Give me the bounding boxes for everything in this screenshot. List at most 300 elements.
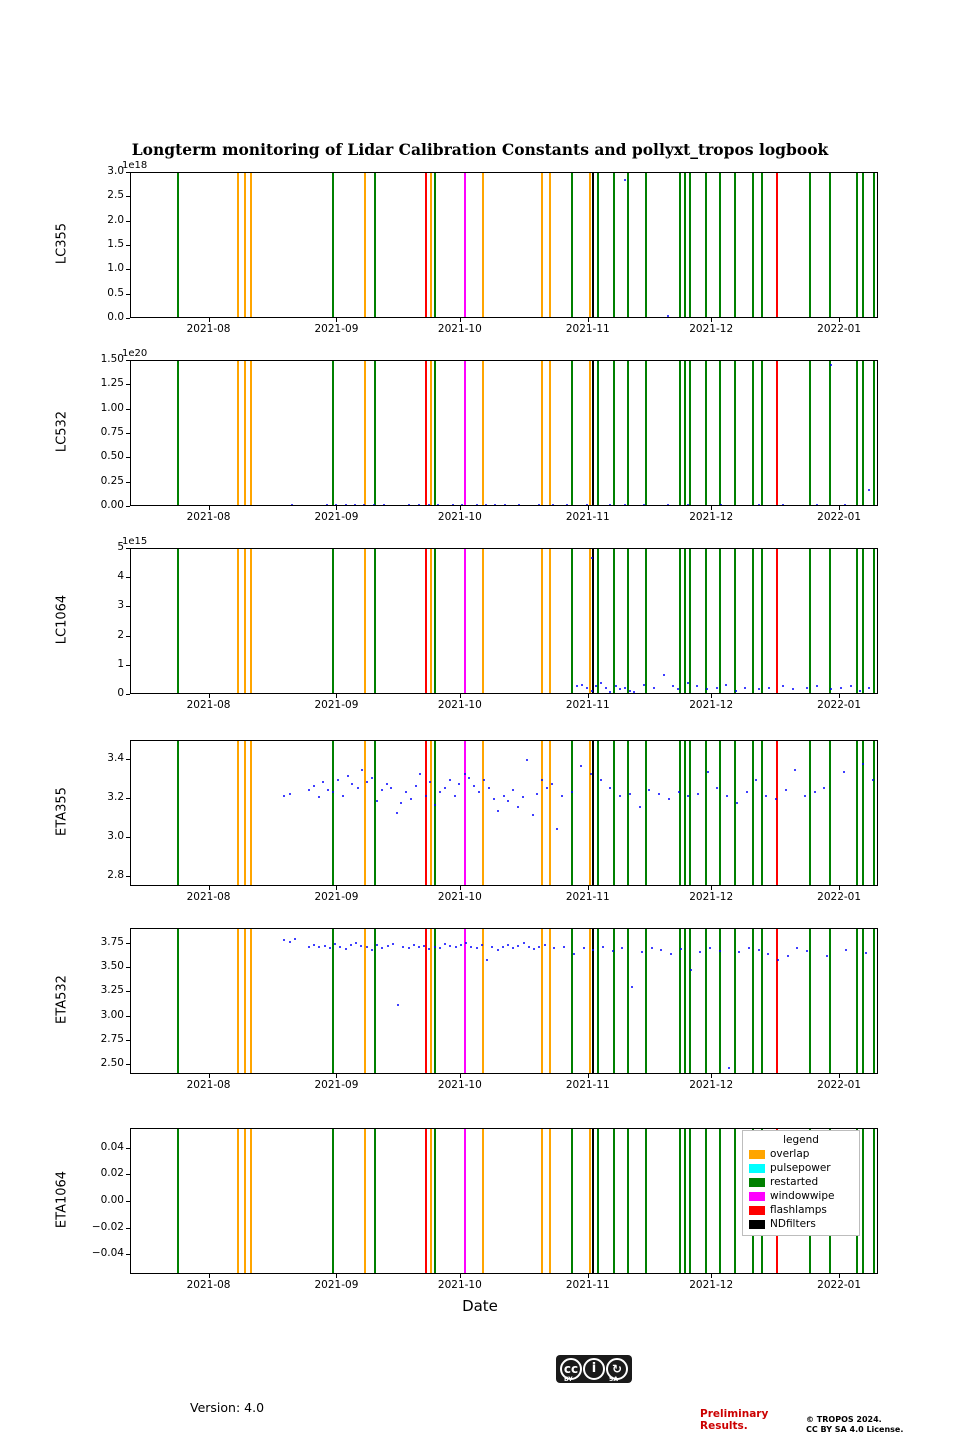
y-tick-label: 3: [117, 599, 124, 612]
data-point: [615, 685, 617, 687]
x-tick-label: 2021-09: [314, 1279, 359, 1291]
legend-item-pulsepower: [749, 1161, 853, 1175]
data-point: [458, 783, 460, 785]
event-line-overlap: [549, 741, 551, 885]
event-line-restarted: [434, 1129, 436, 1273]
event-line-overlap: [364, 741, 366, 885]
data-point: [357, 787, 359, 789]
data-point: [629, 793, 631, 795]
data-point: [517, 806, 519, 808]
event-line-restarted: [177, 549, 179, 693]
event-line-restarted: [177, 1129, 179, 1273]
y-tick-label: 3.75: [100, 935, 124, 948]
data-point: [544, 944, 546, 946]
x-tick-mark: [588, 886, 589, 890]
data-point: [397, 1004, 399, 1006]
data-point: [586, 504, 588, 505]
data-point: [840, 687, 842, 689]
data-point: [660, 949, 662, 951]
x-tick-label: 2022-01: [817, 891, 862, 903]
y-tick-mark: [126, 433, 130, 434]
data-point: [512, 789, 514, 791]
x-tick-label: 2021-12: [689, 1279, 734, 1291]
y-tick-label: 2.75: [100, 1032, 124, 1045]
x-tick-label: 2021-08: [186, 511, 231, 523]
data-point: [621, 947, 623, 949]
data-point: [600, 682, 602, 684]
data-point: [814, 791, 816, 793]
data-point: [672, 685, 674, 687]
chart-panel-lc355: [130, 172, 878, 318]
event-line-restarted: [613, 361, 615, 505]
data-point: [566, 504, 568, 505]
event-line-restarted: [434, 361, 436, 505]
event-line-restarted: [761, 929, 763, 1073]
x-tick-mark: [460, 1274, 461, 1278]
event-line-restarted: [734, 741, 736, 885]
data-point: [294, 938, 296, 940]
event-line-restarted: [645, 361, 647, 505]
x-tick-label: 2021-10: [437, 1079, 482, 1091]
y-tick-label: 4: [117, 570, 124, 583]
x-tick-label: 2021-09: [314, 699, 359, 711]
x-tick-label: 2021-11: [565, 1079, 610, 1091]
event-line-flashlamps: [776, 929, 778, 1073]
event-line-restarted: [705, 361, 707, 505]
data-point: [697, 793, 699, 795]
data-point: [283, 795, 285, 797]
data-point: [342, 795, 344, 797]
x-tick-label: 2022-01: [817, 1279, 862, 1291]
event-line-restarted: [761, 549, 763, 693]
x-tick-mark: [209, 1074, 210, 1078]
x-tick-mark: [839, 506, 840, 510]
event-line-restarted: [856, 929, 858, 1073]
event-line-restarted: [734, 929, 736, 1073]
y-tick-mark: [126, 1016, 130, 1017]
event-line-restarted: [332, 549, 334, 693]
event-line-restarted: [684, 1129, 686, 1273]
event-line-overlap: [244, 1129, 246, 1273]
y-tick-mark: [126, 1201, 130, 1202]
y-tick-label: 0.00: [100, 1194, 124, 1206]
event-line-overlap: [250, 929, 252, 1073]
data-point: [643, 684, 645, 686]
legend-rows: [749, 1147, 853, 1231]
x-tick-label: 2021-08: [186, 1279, 231, 1291]
data-point: [337, 779, 339, 781]
data-point: [371, 777, 373, 779]
axis-exponent-label: 1e20: [122, 348, 148, 359]
event-line-overlap: [549, 1129, 551, 1273]
y-tick-label: 3.00: [100, 1008, 124, 1021]
y-tick-mark: [126, 759, 130, 760]
y-tick-label: 2.50: [100, 1057, 124, 1070]
y-tick-mark: [126, 384, 130, 385]
data-point: [633, 691, 635, 693]
event-line-overlap: [237, 1129, 239, 1273]
data-point: [609, 787, 611, 789]
data-point: [736, 802, 738, 804]
data-point: [699, 951, 701, 953]
x-tick-label: 2021-10: [437, 699, 482, 711]
y-tick-label: 1.25: [100, 377, 124, 390]
data-point: [413, 944, 415, 946]
data-point: [586, 687, 588, 689]
x-tick-mark: [711, 694, 712, 698]
data-point: [782, 685, 784, 687]
data-point: [408, 947, 410, 949]
y-tick-mark: [126, 269, 130, 270]
data-point: [476, 947, 478, 949]
event-line-windowwipe: [464, 173, 466, 317]
event-line-restarted: [689, 1129, 691, 1273]
data-point: [583, 947, 585, 949]
y-tick-label: 0.5: [107, 286, 124, 299]
event-line-NDfilters: [592, 549, 594, 693]
data-point: [454, 795, 456, 797]
y-tick-label: 0.04: [100, 1140, 124, 1153]
x-tick-mark: [711, 886, 712, 890]
plot-area: [131, 741, 877, 885]
event-line-restarted: [862, 1129, 864, 1273]
data-point: [383, 504, 385, 505]
data-point: [563, 946, 565, 948]
data-point: [476, 504, 478, 505]
cc-icon: cc: [560, 1358, 582, 1380]
event-line-restarted: [873, 173, 875, 317]
data-point: [418, 504, 420, 505]
event-line-flashlamps: [425, 549, 427, 693]
event-line-restarted: [374, 173, 376, 317]
event-line-restarted: [719, 741, 721, 885]
data-point: [830, 364, 832, 366]
event-line-overlap: [482, 549, 484, 693]
event-line-overlap: [244, 549, 246, 693]
data-point: [507, 944, 509, 946]
data-point: [470, 946, 472, 948]
event-line-restarted: [597, 361, 599, 505]
data-point: [437, 504, 439, 505]
data-point: [347, 775, 349, 777]
x-tick-mark: [711, 318, 712, 322]
event-line-restarted: [705, 1129, 707, 1273]
y-axis-label-lc1064: LC1064: [54, 594, 70, 645]
data-point: [504, 504, 506, 505]
event-line-restarted: [627, 929, 629, 1073]
event-line-restarted: [374, 741, 376, 885]
data-point: [546, 787, 548, 789]
copyright-line-2: CC BY SA 4.0 License.: [806, 1425, 904, 1434]
event-line-restarted: [627, 361, 629, 505]
event-line-restarted: [645, 173, 647, 317]
data-point: [526, 759, 528, 761]
plot-area: [131, 929, 877, 1073]
event-line-restarted: [761, 741, 763, 885]
event-line-overlap: [541, 741, 543, 885]
event-line-overlap: [244, 741, 246, 885]
data-point: [345, 504, 347, 505]
data-point: [335, 504, 337, 505]
x-tick-mark: [839, 694, 840, 698]
event-line-restarted: [571, 173, 573, 317]
event-line-overlap: [430, 361, 432, 505]
event-line-restarted: [809, 361, 811, 505]
event-line-restarted: [752, 741, 754, 885]
y-tick-label: 0: [117, 687, 124, 699]
legend-label: pulsepower: [770, 1162, 831, 1174]
x-tick-label: 2021-12: [689, 699, 734, 711]
x-tick-mark: [209, 318, 210, 322]
plot-area: [131, 173, 877, 317]
data-point: [354, 504, 356, 505]
legend-title: legend: [783, 1134, 819, 1146]
x-tick-mark: [336, 506, 337, 510]
event-line-restarted: [719, 173, 721, 317]
x-tick-label: 2022-01: [817, 323, 862, 335]
event-line-restarted: [177, 173, 179, 317]
event-line-restarted: [734, 173, 736, 317]
event-line-overlap: [244, 929, 246, 1073]
event-line-restarted: [809, 549, 811, 693]
data-point: [667, 504, 669, 505]
cc-by-icon: i: [583, 1358, 605, 1380]
data-point: [830, 688, 832, 690]
data-point: [488, 787, 490, 789]
data-point: [816, 504, 818, 505]
x-tick-mark: [209, 886, 210, 890]
event-line-flashlamps: [425, 173, 427, 317]
data-point: [313, 785, 315, 787]
x-axis-label: Date: [462, 1297, 498, 1315]
data-point: [538, 504, 540, 505]
event-line-overlap: [541, 929, 543, 1073]
y-tick-label: 0.02: [100, 1167, 124, 1180]
event-line-restarted: [862, 549, 864, 693]
event-line-restarted: [734, 1129, 736, 1273]
event-line-restarted: [597, 929, 599, 1073]
data-point: [707, 771, 709, 773]
event-line-restarted: [734, 549, 736, 693]
event-line-restarted: [809, 741, 811, 885]
data-point: [541, 779, 543, 781]
data-point: [865, 952, 867, 954]
data-point: [843, 771, 845, 773]
event-line-overlap: [430, 173, 432, 317]
event-line-restarted: [734, 361, 736, 505]
data-point: [631, 986, 633, 988]
event-line-restarted: [679, 173, 681, 317]
event-line-overlap: [250, 549, 252, 693]
x-tick-label: 2021-12: [689, 1079, 734, 1091]
event-line-restarted: [829, 549, 831, 693]
data-point: [624, 687, 626, 689]
event-line-restarted: [752, 173, 754, 317]
event-line-restarted: [684, 173, 686, 317]
x-tick-mark: [460, 318, 461, 322]
event-line-restarted: [434, 173, 436, 317]
data-point: [522, 796, 524, 798]
data-point: [767, 953, 769, 955]
data-point: [668, 798, 670, 800]
y-tick-mark: [126, 318, 130, 319]
event-line-restarted: [597, 173, 599, 317]
event-line-restarted: [705, 741, 707, 885]
data-point: [777, 959, 779, 961]
event-line-restarted: [571, 741, 573, 885]
data-point: [523, 942, 525, 944]
event-line-overlap: [244, 361, 246, 505]
event-line-flashlamps: [776, 549, 778, 693]
data-point: [643, 504, 645, 505]
data-point: [283, 939, 285, 941]
data-point: [755, 779, 757, 781]
copyright-note: [806, 1415, 903, 1435]
y-axis-label-eta355: ETA355: [54, 787, 70, 836]
data-point: [845, 949, 847, 951]
data-point: [483, 779, 485, 781]
data-point: [478, 791, 480, 793]
x-tick-mark: [588, 1274, 589, 1278]
event-line-overlap: [237, 361, 239, 505]
plot-area: [131, 361, 877, 505]
x-tick-label: 2022-01: [817, 511, 862, 523]
event-line-NDfilters: [592, 361, 594, 505]
event-line-restarted: [873, 549, 875, 693]
event-line-windowwipe: [464, 929, 466, 1073]
event-line-restarted: [597, 549, 599, 693]
data-point: [641, 951, 643, 953]
chart-panel-lc1064: [130, 548, 878, 694]
y-tick-mark: [126, 294, 130, 295]
y-tick-mark: [126, 606, 130, 607]
data-point: [322, 781, 324, 783]
event-line-restarted: [684, 361, 686, 505]
data-point: [497, 810, 499, 812]
event-line-flashlamps: [425, 741, 427, 885]
data-point: [576, 685, 578, 687]
event-line-restarted: [684, 549, 686, 693]
data-point: [850, 685, 852, 687]
event-line-overlap: [430, 741, 432, 885]
version-label: Version: 4.0: [190, 1400, 265, 1415]
event-line-restarted: [571, 361, 573, 505]
data-point: [485, 504, 487, 505]
event-line-restarted: [873, 929, 875, 1073]
copyright-line-1: © TROPOS 2024.: [806, 1415, 882, 1424]
y-tick-mark: [126, 1228, 130, 1229]
event-line-restarted: [613, 173, 615, 317]
data-point: [415, 785, 417, 787]
x-tick-mark: [839, 886, 840, 890]
x-tick-mark: [711, 1074, 712, 1078]
event-line-overlap: [549, 361, 551, 505]
data-point: [360, 945, 362, 947]
event-line-restarted: [571, 929, 573, 1073]
data-point: [512, 947, 514, 949]
data-point: [720, 504, 722, 505]
event-line-restarted: [856, 173, 858, 317]
event-line-restarted: [332, 173, 334, 317]
data-point: [868, 489, 870, 491]
event-line-overlap: [250, 1129, 252, 1273]
chart-panel-lc532: [130, 360, 878, 506]
data-point: [782, 504, 784, 505]
event-line-restarted: [705, 549, 707, 693]
event-line-restarted: [761, 173, 763, 317]
event-line-restarted: [856, 549, 858, 693]
x-tick-label: 2021-10: [437, 891, 482, 903]
data-point: [629, 690, 631, 692]
event-line-overlap: [237, 173, 239, 317]
event-line-restarted: [719, 1129, 721, 1273]
y-tick-mark: [126, 876, 130, 877]
data-point: [497, 949, 499, 951]
y-tick-label: 1.5: [107, 238, 124, 250]
data-point: [556, 828, 558, 830]
event-line-restarted: [829, 361, 831, 505]
event-line-overlap: [589, 929, 591, 1073]
event-line-overlap: [549, 549, 551, 693]
event-line-restarted: [613, 549, 615, 693]
data-point: [313, 944, 315, 946]
x-tick-mark: [588, 318, 589, 322]
y-tick-mark: [126, 221, 130, 222]
data-point: [373, 504, 375, 505]
data-point: [408, 504, 410, 505]
data-point: [667, 315, 669, 317]
event-line-restarted: [613, 1129, 615, 1273]
event-line-flashlamps: [776, 741, 778, 885]
data-point: [609, 504, 611, 505]
data-point: [609, 691, 611, 693]
x-tick-label: 2021-09: [314, 891, 359, 903]
data-point: [289, 793, 291, 795]
event-line-flashlamps: [776, 361, 778, 505]
y-tick-label: 0.75: [100, 426, 124, 438]
data-point: [503, 795, 505, 797]
preliminary-line: Preliminary: [700, 1408, 769, 1420]
y-tick-mark: [126, 798, 130, 799]
data-point: [624, 504, 626, 505]
data-point: [651, 947, 653, 949]
event-line-overlap: [364, 173, 366, 317]
data-point: [738, 951, 740, 953]
data-point: [318, 946, 320, 948]
event-line-restarted: [679, 741, 681, 885]
event-line-restarted: [689, 361, 691, 505]
event-line-restarted: [705, 929, 707, 1073]
event-line-overlap: [589, 741, 591, 885]
x-tick-label: 2021-09: [314, 1079, 359, 1091]
event-line-restarted: [689, 549, 691, 693]
event-line-restarted: [679, 929, 681, 1073]
event-line-windowwipe: [464, 741, 466, 885]
data-point: [390, 787, 392, 789]
event-line-restarted: [809, 173, 811, 317]
y-tick-label: 0.00: [100, 499, 124, 511]
y-tick-label: 1.0: [107, 262, 124, 275]
y-tick-mark: [126, 196, 130, 197]
data-point: [573, 953, 575, 955]
data-point: [425, 795, 427, 797]
y-tick-label: 3.0: [107, 830, 124, 843]
event-line-restarted: [332, 361, 334, 505]
data-point: [366, 781, 368, 783]
data-point: [494, 504, 496, 505]
data-point: [561, 795, 563, 797]
data-point: [602, 946, 604, 948]
